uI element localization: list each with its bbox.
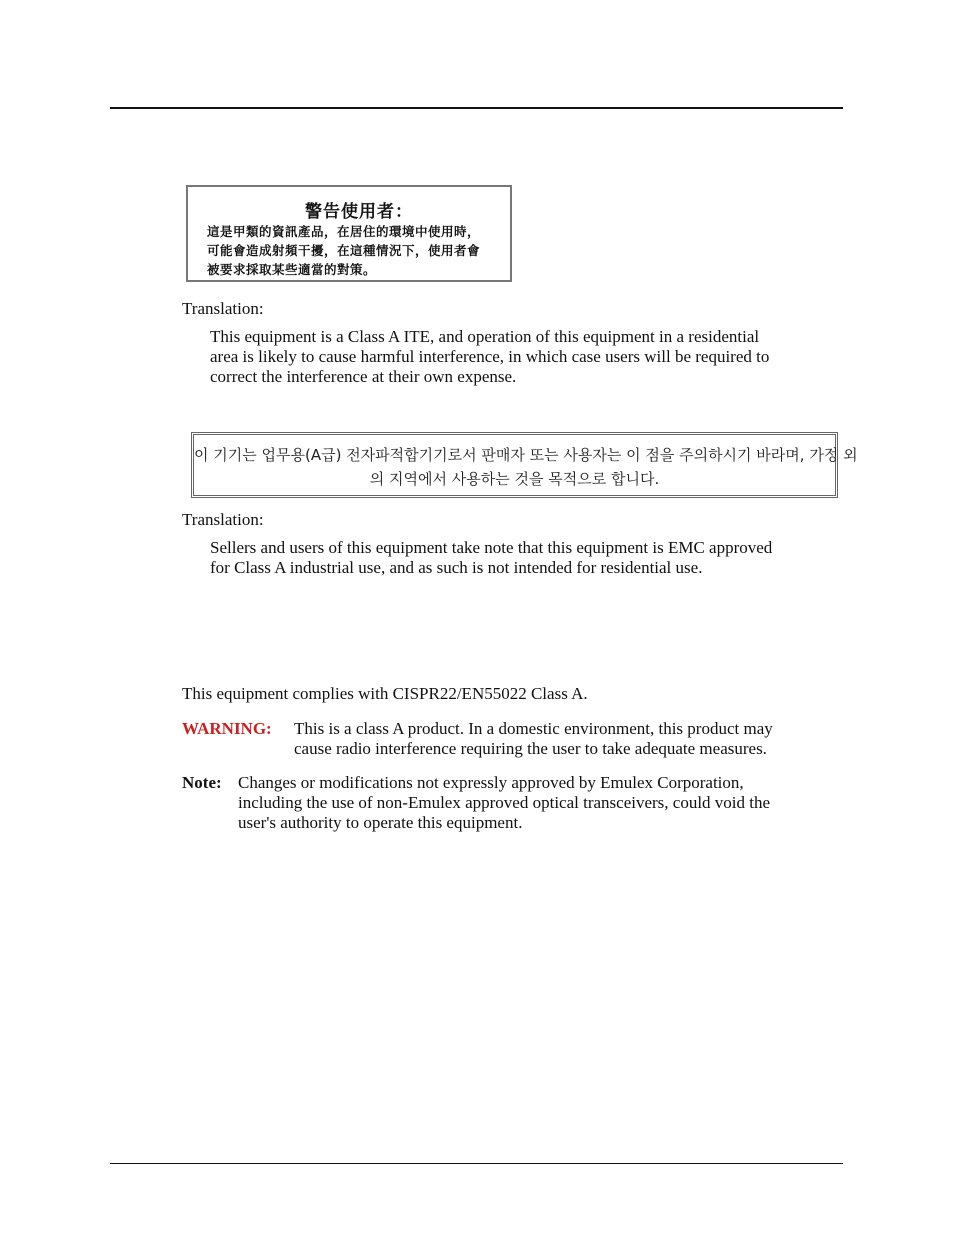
header-rule	[110, 107, 843, 109]
note-line: including the use of non-Emulex approved optical transceivers, could void the	[238, 793, 771, 812]
taiwan-translation-label: Translation:	[182, 299, 264, 318]
korea-warning-image	[191, 432, 858, 498]
korea-warning-line: 의 지역에서 사용하는 것을 목적으로 합니다.	[369, 470, 660, 488]
note-line: Changes or modifications not expressly approved by Emulex Corporation,	[238, 773, 744, 792]
korea-translation-label: Translation:	[182, 510, 264, 529]
warning-line: cause radio interference requiring the user to take adequate measures.	[294, 739, 767, 758]
note-label: Note:	[182, 773, 222, 792]
taiwan-warning-image	[186, 185, 512, 282]
compliance-statement: This equipment complies with CISPR22/EN55022 Class A.	[182, 684, 588, 703]
taiwan-translation-line: This equipment is a Class A ITE, and operation of this equipment in a residential	[210, 327, 760, 346]
note-line: user's authority to operate this equipment.	[238, 813, 523, 832]
taiwan-translation-line: correct the interference at their own expense.	[210, 367, 517, 386]
korea-translation-text	[210, 538, 840, 578]
korea-translation-line: for Class A industrial use, and as such is not intended for residential use.	[210, 558, 703, 577]
warning-label: WARNING:	[182, 719, 272, 738]
footer-rule	[110, 1163, 843, 1164]
warning-text	[294, 719, 842, 759]
taiwan-warning-line: 可能會造成射頻干擾，在這種情況下，使用者會	[207, 243, 481, 258]
taiwan-warning-text	[207, 222, 497, 279]
warning-line: This is a class A product. In a domestic environment, this product may	[294, 719, 773, 738]
taiwan-warning-line: 這是甲類的資訊產品，在居住的環境中使用時，	[207, 224, 481, 239]
note-text	[238, 773, 842, 833]
taiwan-warning-title: 警告使用者：	[305, 202, 413, 222]
taiwan-translation-line: area is likely to cause harmful interference, in which case users will be required to	[210, 347, 770, 366]
korea-warning-line: 이 기기는 업무용(A급) 전자파적합기기로서 판매자 또는 사용자는 이 점을 주의하시기 바라며, 가정 외	[194, 446, 858, 464]
taiwan-translation-text	[210, 327, 840, 387]
korea-translation-line: Sellers and users of this equipment take note that this equipment is EMC approved	[210, 538, 773, 557]
taiwan-warning-line: 被要求採取某些適當的對策。	[207, 262, 377, 277]
